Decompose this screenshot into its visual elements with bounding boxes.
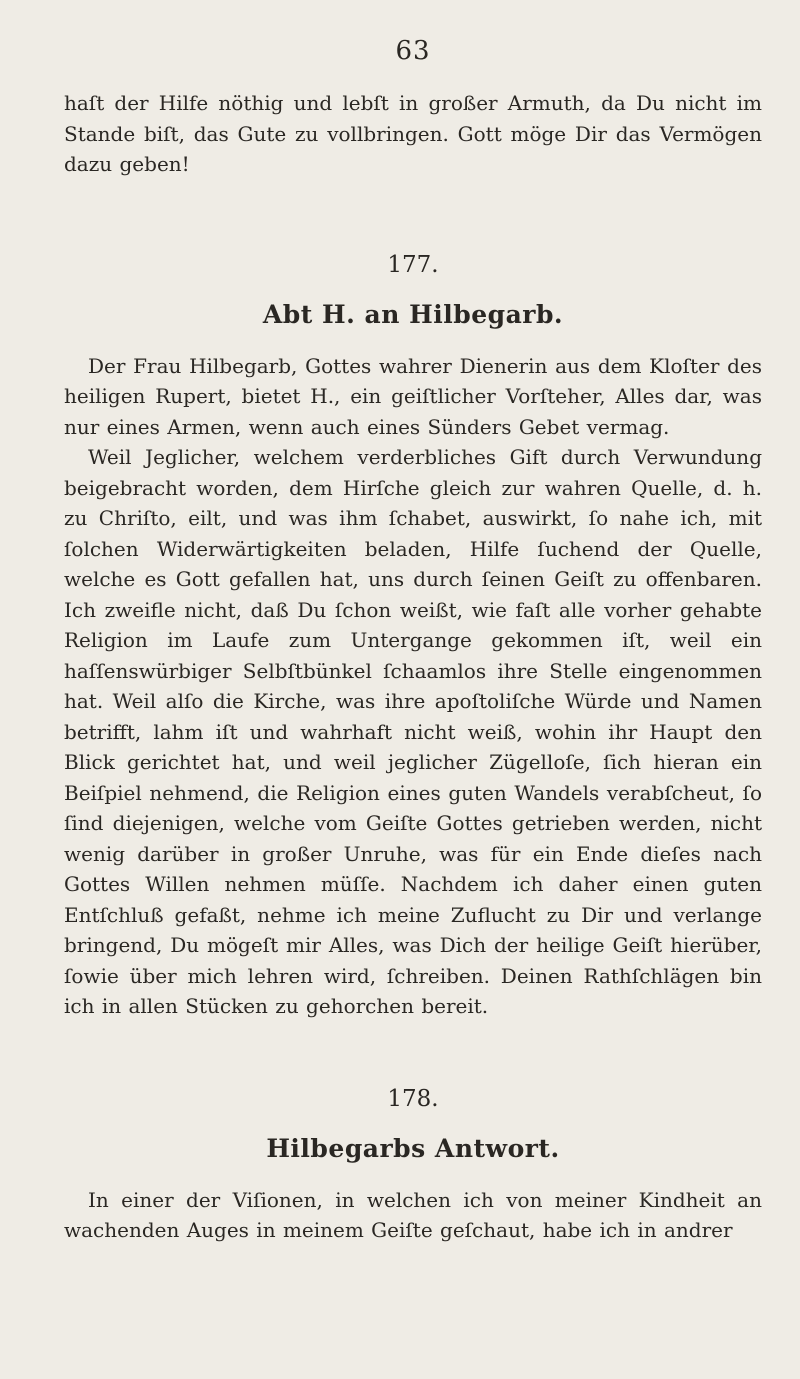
section-number-178: 178.: [387, 1085, 439, 1112]
section-title-178: Hilbegarbs Antwort.: [266, 1133, 560, 1163]
section-number-177: 177.: [387, 251, 439, 278]
paragraph-178-1: In einer der Viſionen, in welchen ich von meiner Kindheit an wachenden Auges in meinem Geiſte geſchaut, habe ich in andrer: [64, 1187, 762, 1242]
page-number: 63: [395, 36, 431, 66]
intro-paragraph: haſt der Hilfe nöthig und lebſt in großer Armuth, da Du nicht im Stande biſt, das Gute zu vollbringen. Gott möge Dir das Vermögen dazu geben!: [64, 91, 762, 176]
section-title-177: Abt H. an Hilbegarb.: [262, 299, 564, 329]
paragraph-177-1: Der Frau Hilbegarb, Gottes wahrer Dienerin aus dem Kloſter des heiligen Rupert, bietet H., ein geiſtlicher Vorſteher, Alles dar, was nur eines Armen, wenn auch eines Sünders Gebet vermag.: [64, 353, 762, 439]
paragraph-177-2: Weil Jeglicher, welchem verderbliches Gift durch Verwundung beigebracht worden, dem Hirſche gleich zur wahren Quelle, d. h. zu Chriſto, eilt, und was ihm ſchabet, auswirkt, ſo nahe ich, mit ſolchen Widerwärtigkeiten beladen, Hilfe ſuchend der Quelle, welche es Gott gefallen hat, uns durch ſeinen Geiſt zu offenbaren. Ich zweifle nicht, daß Du ſchon weißt, wie faſt alle vorher gehabte Religion im Laufe zum Untergange gekommen iſt, weil ein haſſenswürbiger Selbſtbünkel ſchaamlos ihre Stelle eingenommen hat. Weil alſo die Kirche, was ihre apoſtoliſche Würde und Namen betrifft, lahm iſt und wahrhaft nicht weiß, wohin ihr Haupt den Blick gerichtet hat, und weil jeglicher Zügelloſe, ſich hieran ein Beiſpiel nehmend, die Religion eines guten Wandels verabſcheut, ſo ſind diejenigen, welche vom Geiſte Gottes getrieben werden, nicht wenig darüber in großer Unruhe, was für ein Ende dieſes nach Gottes Willen nehmen müſſe. Nachdem ich daher einen guten Entſchluß gefaßt, nehme ich meine Zuflucht zu Dir und verlange bringend, Du mögeſt mir Alles, was Dich der heilige Geiſt hierüber, ſowie über mich lehren wird, ſchreiben. Deinen Rathſchlägen bin ich in allen Stücken zu gehorchen bereit.: [64, 445, 762, 1018]
